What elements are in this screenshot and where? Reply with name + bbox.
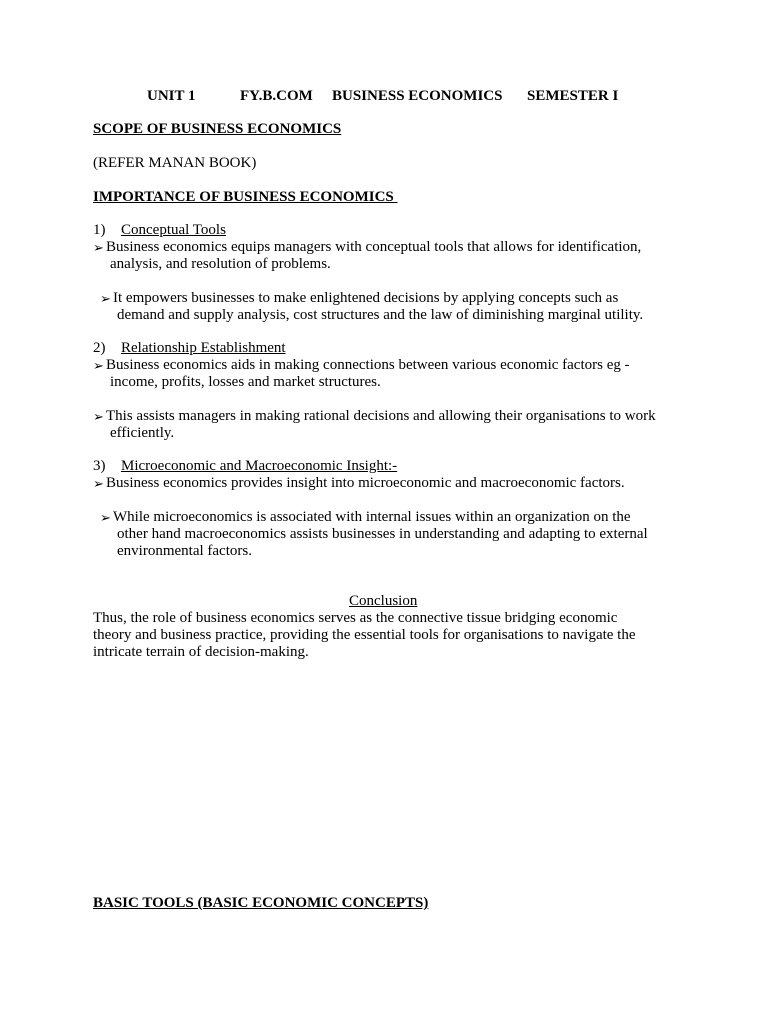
bullet-line: This assists managers in making rational decisions and allowing their organisations to work [106,408,656,424]
header-subject: BUSINESS ECONOMICS [332,88,503,104]
bullet-line: Business economics equips managers with conceptual tools that allows for identification, [106,239,642,255]
header-unit: UNIT 1 [147,88,196,104]
conclusion-line: theory and business practice, providing the essential tools for organisations to navigate the [93,627,636,643]
point-number: 1) [93,222,106,238]
scope-heading: SCOPE OF BUSINESS ECONOMICS [93,121,342,137]
importance-heading: IMPORTANCE OF BUSINESS ECONOMICS [93,189,398,205]
bullet-line: Business economics provides insight into microeconomic and macroeconomic factors. [106,475,625,491]
scope-note: (REFER MANAN BOOK) [93,155,257,171]
bullet-line: income, profits, losses and market structures. [110,374,381,390]
point-title-micro-macro-insight: Microeconomic and Macroeconomic Insight:- [121,458,398,474]
bullet-line: demand and supply analysis, cost structures and the law of diminishing marginal utility. [117,307,644,323]
bullet-arrow-icon: ➢ [93,241,104,256]
bullet-line: analysis, and resolution of problems. [110,256,331,272]
bullet-line: While microeconomics is associated with internal issues within an organization on the [113,509,631,525]
bullet-arrow-icon: ➢ [93,477,104,492]
bullet-line: other hand macroeconomics assists businesses in understanding and adapting to external [117,526,648,542]
conclusion-line: intricate terrain of decision-making. [93,644,309,660]
bullet-line: It empowers businesses to make enlightened decisions by applying concepts such as [113,290,619,306]
conclusion-heading: Conclusion [349,593,418,609]
point-title-conceptual-tools: Conceptual Tools [121,222,226,238]
point-number: 3) [93,458,106,474]
bullet-arrow-icon: ➢ [100,292,111,307]
bullet-line: environmental factors. [117,543,252,559]
bullet-line: efficiently. [110,425,175,441]
document-header [0,88,768,105]
bullet-line: Business economics aids in making connections between various economic factors eg - [106,357,630,373]
bullet-arrow-icon: ➢ [93,359,104,374]
basic-tools-heading: BASIC TOOLS (BASIC ECONOMIC CONCEPTS) [93,895,429,911]
header-semester: SEMESTER I [527,88,619,104]
bullet-arrow-icon: ➢ [100,511,111,526]
conclusion-line: Thus, the role of business economics serves as the connective tissue bridging economic [93,610,618,626]
point-title-relationship-establishment: Relationship Establishment [121,340,286,356]
header-course: FY.B.COM [240,88,313,104]
bullet-arrow-icon: ➢ [93,410,104,425]
point-number: 2) [93,340,106,356]
